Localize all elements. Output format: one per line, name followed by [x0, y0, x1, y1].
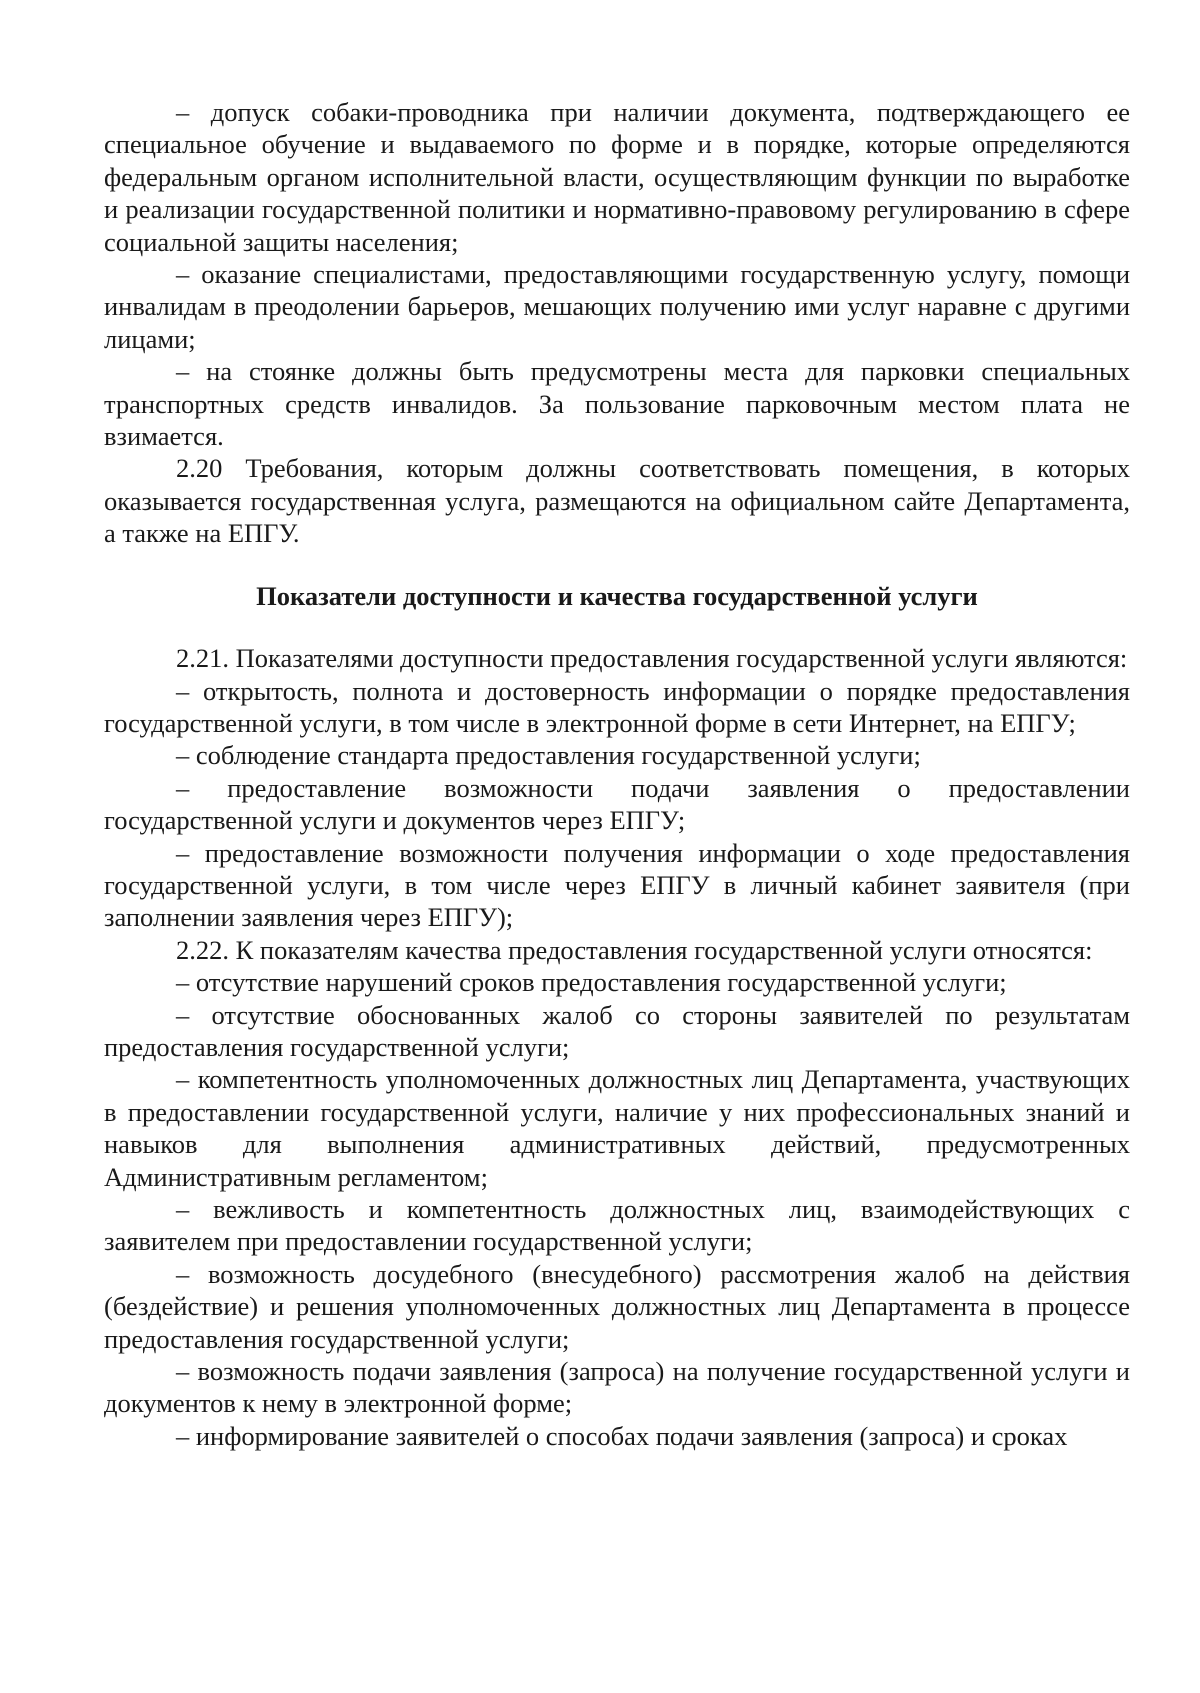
paragraph-competence: – компетентность уполномоченных должностных лиц Департамента, участвующих в предоставлении государственной услуги, наличие у них профессиональных знаний и навыков для выполнения административных действий, предусмотренных Административным регламентом; [104, 1064, 1130, 1192]
paragraph-guide-dog: – допуск собаки-проводника при наличии документа, подтверждающего ее специальное обучение и выдаваемого по форме и в порядке, которые определяются федеральным органом исполнительной власти, осуществляющим функции по выработке и реализации государственной политики и нормативно-правовому регулированию в сфере социальной защиты населения; [104, 97, 1130, 257]
paragraph-2-21: 2.21. Показателями доступности предоставления государственной услуги являются: [176, 643, 1128, 674]
paragraph-politeness: – вежливость и компетентность должностных лиц, взаимодействующих с заявителем при предоставлении государственной услуги; [104, 1194, 1130, 1257]
paragraph-informing: – информирование заявителей о способах подачи заявления (запроса) и сроках [176, 1420, 1068, 1451]
paragraph-standard-compliance: – соблюдение стандарта предоставления государственной услуги; [176, 740, 921, 771]
paragraph-electronic-submission: – возможность подачи заявления (запроса) на получение государственной услуги и документов к нему в электронной форме; [104, 1356, 1130, 1419]
paragraph-2-20: 2.20 Требования, которым должны соответствовать помещения, в которых оказывается государственная услуга, размещаются на официальном сайте Департамента, а также на ЕПГУ. [104, 453, 1130, 549]
paragraph-specialist-assistance: – оказание специалистами, предоставляющими государственную услугу, помощи инвалидам в преодолении барьеров, мешающих получению ими услуг наравне с другими лицами; [104, 259, 1130, 354]
paragraph-openness: – открытость, полнота и достоверность информации о порядке предоставления государственной услуги, в том числе в электронной форме в сети Интернет, на ЕПГУ; [104, 675, 1130, 738]
paragraph-application-submission: – предоставление возможности подачи заявления о предоставлении государственной услуги и документов через ЕПГУ; [104, 772, 1130, 836]
paragraph-parking: – на стоянке должны быть предусмотрены места для парковки специальных транспортных средств инвалидов. За пользование парковочным местом плата не взимается. [104, 356, 1130, 452]
paragraph-pretrial-review: – возможность досудебного (внесудебного) рассмотрения жалоб на действия (бездействие) и решения уполномоченных должностных лиц Департамента в процессе предоставления государственной услуги; [104, 1258, 1130, 1354]
paragraph-no-violations: – отсутствие нарушений сроков предоставления государственной услуги; [176, 967, 1007, 998]
document-page [104, 96, 1130, 1452]
paragraph-no-complaints: – отсутствие обоснованных жалоб со стороны заявителей по результатам предоставления государственной услуги; [104, 999, 1130, 1062]
paragraph-2-22: 2.22. К показателям качества предоставления государственной услуги относятся: [176, 934, 1093, 965]
section-heading: Показатели доступности и качества государственной услуги [256, 580, 978, 611]
paragraph-status-information: – предоставление возможности получения информации о ходе предоставления государственной услуги, в том числе через ЕПГУ в личный кабинет заявителя (при заполнении заявления через ЕПГУ); [104, 837, 1130, 933]
